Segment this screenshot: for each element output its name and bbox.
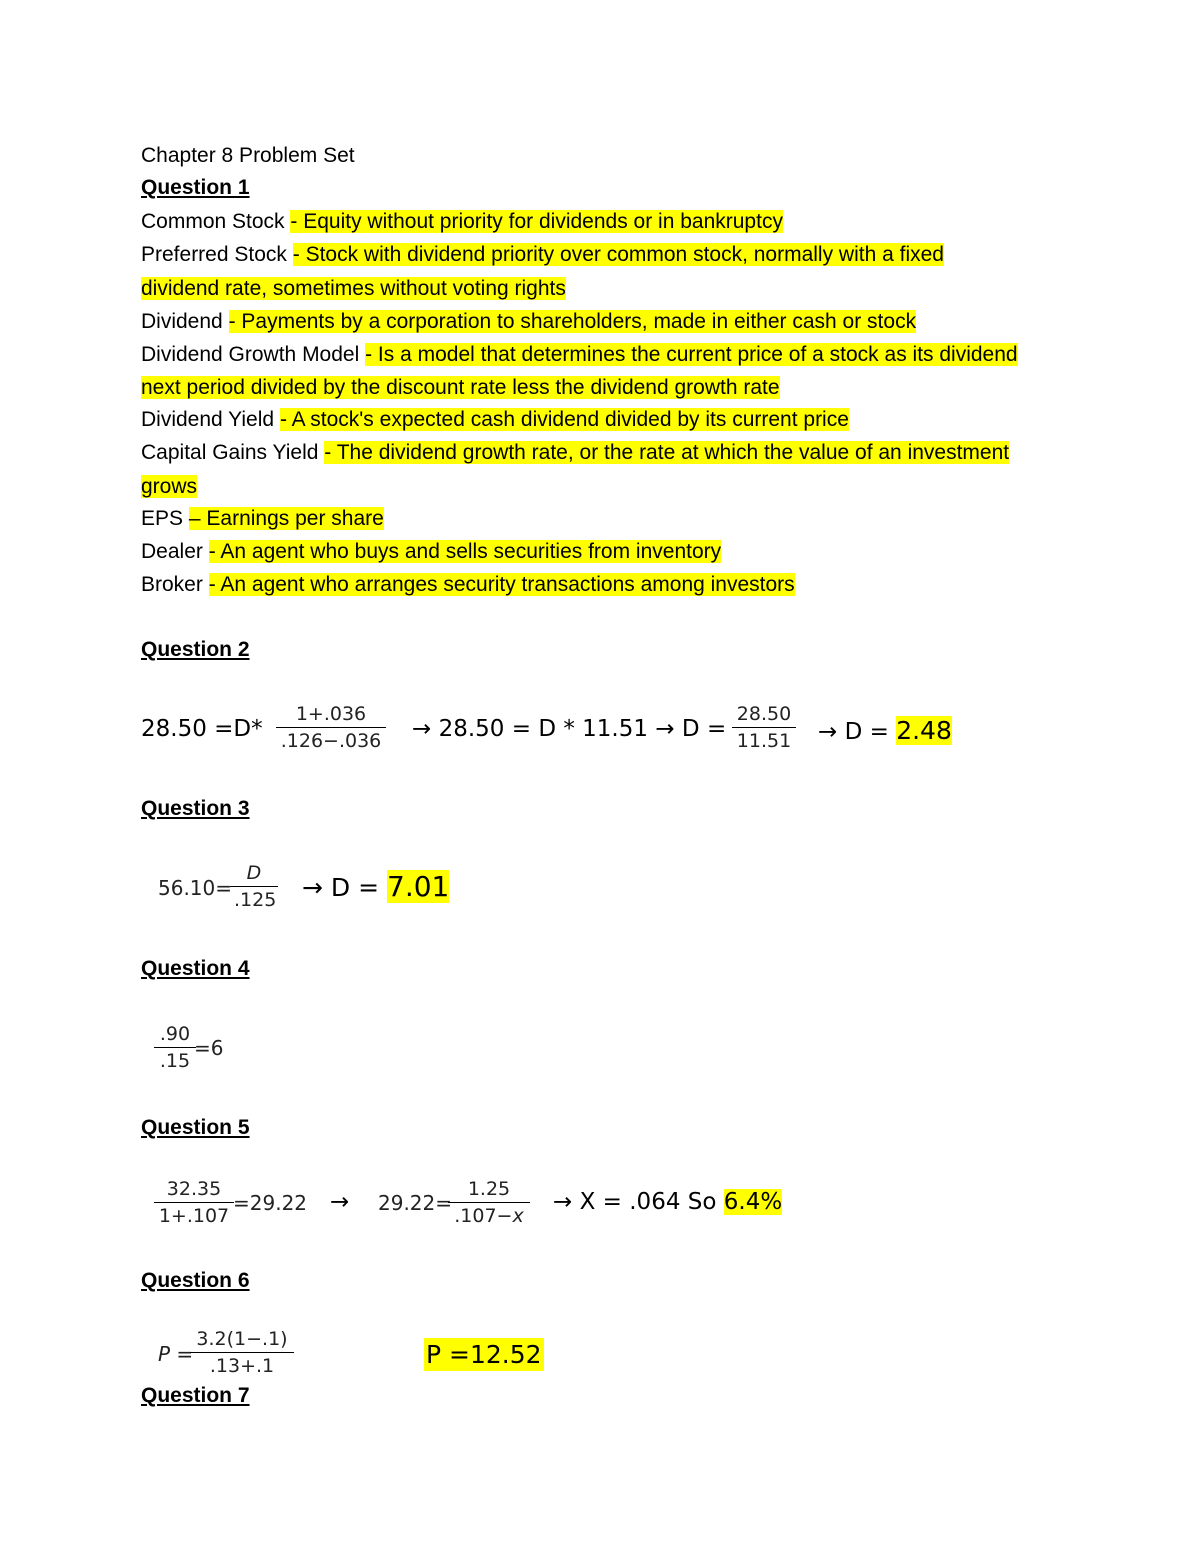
arrow-icon: → [553, 1189, 573, 1215]
q5-fraction-2 [448, 1177, 530, 1228]
term-definition: – Earnings per share [188, 507, 384, 530]
arrow-icon: → [412, 716, 432, 742]
q5-result-text: X = .064 So [579, 1189, 717, 1215]
q2-result-label: D = [844, 719, 889, 745]
definition-dividend-growth-model [141, 342, 1018, 368]
term-definition: - An agent who buys and sells securities from inventory [208, 540, 722, 563]
q5-fraction-2-denominator-a: .107− [454, 1205, 513, 1227]
question-7-heading: Question 7 [141, 1384, 250, 1407]
q4-fraction-numerator: .90 [154, 1022, 196, 1048]
q4-fraction-denominator: .15 [159, 1050, 191, 1072]
q5-rhs-1: =29.22 [233, 1191, 308, 1215]
definition-eps [141, 506, 384, 532]
definition-preferred-stock-cont [141, 276, 566, 302]
q5-fraction-1 [154, 1177, 234, 1228]
q6-fraction-numerator: 3.2(1−.1) [190, 1327, 294, 1353]
q3-lhs: 56.10= [158, 876, 233, 900]
q5-fraction-2-denominator-x: x [512, 1205, 524, 1227]
q2-lhs: 28.50 =D* [141, 716, 263, 742]
q4-rhs: =6 [194, 1036, 224, 1060]
q2-fraction-2 [732, 702, 796, 753]
q2-step [412, 716, 726, 742]
term-label: Dividend [141, 310, 223, 333]
question-6-heading: Question 6 [141, 1269, 250, 1292]
term-label: Capital Gains Yield [141, 441, 319, 464]
q2-answer: 2.48 [896, 716, 952, 745]
term-label: Dividend Yield [141, 408, 275, 431]
term-definition-cont: next period divided by the discount rate less the dividend growth rate [141, 376, 780, 399]
term-label: Dividend Growth Model [141, 343, 360, 366]
arrow-icon: → [818, 719, 838, 745]
q6-fraction-denominator: .13+.1 [209, 1355, 275, 1377]
definition-capital-gains-yield-cont [141, 474, 197, 500]
term-definition: - Stock with dividend priority over common stock, normally with a fixed [292, 243, 944, 266]
definition-capital-gains-yield [141, 440, 1009, 466]
q3-result-label: D = [330, 873, 380, 902]
definition-broker [141, 572, 795, 598]
term-label: Dealer [141, 540, 203, 563]
q2-fraction-2-numerator: 28.50 [732, 702, 796, 728]
question-1-heading: Question 1 [141, 176, 250, 199]
q5-lhs-2: 29.22= [378, 1191, 453, 1215]
q5-fraction-1-numerator: 32.35 [154, 1177, 234, 1203]
q3-result [302, 870, 449, 903]
q3-fraction-denominator: .125 [234, 889, 277, 911]
question-5-heading: Question 5 [141, 1116, 250, 1139]
q2-result [818, 716, 952, 745]
q4-fraction [154, 1022, 196, 1073]
q2-fraction-1-denominator: .126−.036 [280, 730, 382, 752]
term-definition: - Equity without priority for dividends or in bankruptcy [290, 210, 783, 233]
term-definition: - Payments by a corporation to shareholders, made in either cash or stock [228, 310, 917, 333]
arrow-icon: → [302, 873, 323, 902]
definition-dividend-growth-model-cont [141, 375, 780, 401]
q5-result [553, 1189, 782, 1215]
q2-step-text: 28.50 = D * 11.51 [438, 716, 649, 742]
definition-dividend [141, 309, 916, 335]
q2-fraction-1 [276, 702, 386, 753]
q5-answer: 6.4% [723, 1189, 783, 1215]
arrow-icon: → [655, 716, 675, 742]
q6-answer: P =12.52 [426, 1340, 542, 1369]
term-definition-cont: grows [141, 475, 198, 498]
term-label: EPS [141, 507, 184, 530]
term-definition: - The dividend growth rate, or the rate at which the value of an investment [324, 441, 1010, 464]
term-definition: - An agent who arranges security transactions among investors [208, 573, 795, 596]
term-definition: - Is a model that determines the current price of a stock as its dividend [365, 343, 1018, 366]
q2-fraction-2-denominator: 11.51 [736, 730, 792, 752]
q6-fraction [190, 1327, 294, 1378]
q6-lhs: P = [158, 1342, 194, 1366]
term-label: Common Stock [141, 210, 285, 233]
question-4-heading: Question 4 [141, 957, 250, 980]
definition-dealer [141, 539, 721, 565]
q5-fraction-1-denominator: 1+.107 [158, 1205, 230, 1227]
term-definition: - A stock's expected cash dividend divided by its current price [279, 408, 849, 431]
question-2-heading: Question 2 [141, 638, 250, 661]
definition-preferred-stock [141, 242, 944, 268]
q3-answer: 7.01 [387, 870, 450, 903]
q3-fraction-numerator: D [230, 861, 278, 887]
q3-fraction [230, 861, 278, 912]
term-definition-cont: dividend rate, sometimes without voting rights [141, 277, 566, 300]
q5-fraction-2-numerator: 1.25 [448, 1177, 530, 1203]
definition-dividend-yield [141, 407, 849, 433]
q2-fraction-1-numerator: 1+.036 [276, 702, 386, 728]
q2-d-equals: D = [681, 716, 727, 742]
term-label: Broker [141, 573, 203, 596]
arrow-icon: → [330, 1189, 350, 1215]
question-3-heading: Question 3 [141, 797, 250, 820]
q5-fraction-2-denominator [448, 1203, 530, 1228]
term-label: Preferred Stock [141, 243, 287, 266]
definition-common-stock [141, 209, 783, 235]
page-title: Chapter 8 Problem Set [141, 144, 355, 167]
